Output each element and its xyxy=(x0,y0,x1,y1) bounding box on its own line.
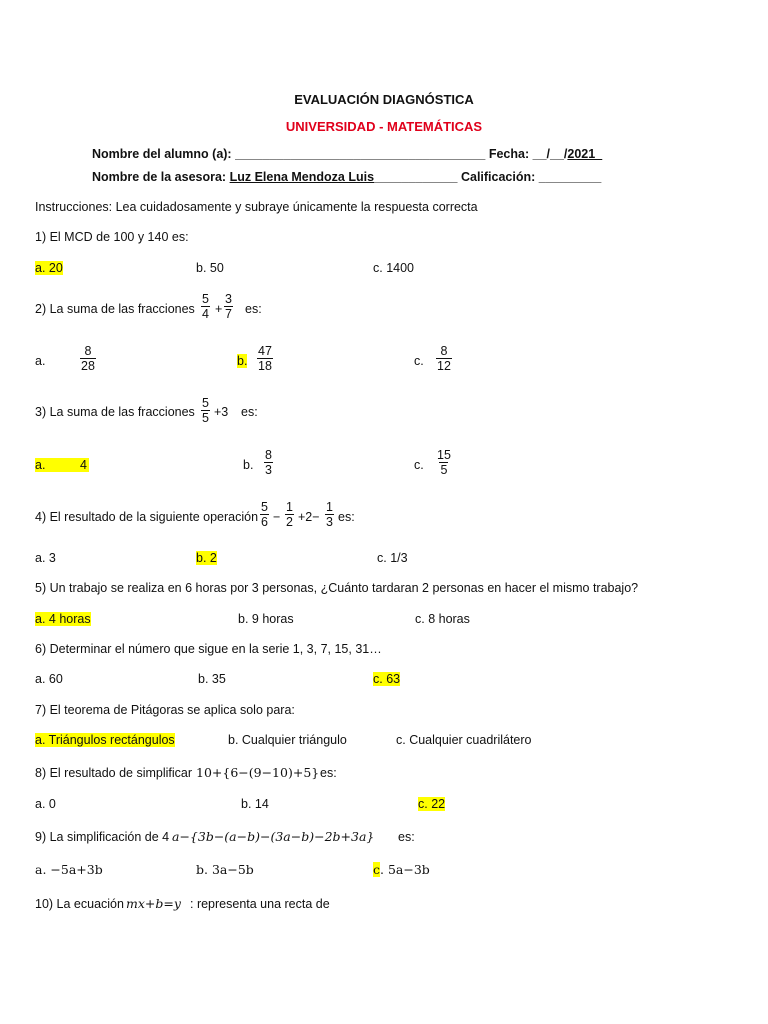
q2-option-a-fraction: $\frac{8}{28}$ xyxy=(81,344,95,373)
q3-plus: +3 xyxy=(214,405,229,419)
q8-option-a: a. 0 xyxy=(35,797,56,811)
q4-minus: − xyxy=(273,510,281,524)
student-name-line xyxy=(92,147,602,161)
instructions: Instrucciones: Lea cuidadosamente y subraye únicamente la respuesta correcta xyxy=(35,200,478,214)
q3-option-a-value: 4 xyxy=(80,458,87,472)
advisor-label: Nombre de la asesora: xyxy=(92,170,227,184)
q2-option-c-fraction: $\frac{8}{12}$ xyxy=(437,344,451,373)
q4-fraction-2: $\frac{1}{2}$ xyxy=(286,500,293,529)
q9-expression: a−{3b−(a−b)−(3a−b)−2b+3a} xyxy=(172,829,375,844)
grade-blank: _________ xyxy=(538,170,602,184)
question-3: 3) La suma de las fracciones xyxy=(35,405,195,419)
date-value: __/__/ xyxy=(532,147,568,161)
q6-option-a: a. 60 xyxy=(35,672,63,686)
q3-option-a-label: a. xyxy=(35,458,46,472)
q2-option-c-label: c. xyxy=(414,354,424,368)
q4-option-c: c. 1/3 xyxy=(377,551,408,565)
q3-tail: es: xyxy=(241,405,258,419)
q8-option-b: b. 14 xyxy=(241,797,269,811)
q2-operator: + xyxy=(215,302,223,316)
q2-fraction-1: $\frac{5}{4}$ xyxy=(202,292,209,321)
q8-expression: 10+{6−(9−10)+5} xyxy=(196,765,320,780)
q2-tail: es: xyxy=(245,302,262,316)
q5-option-c: c. 8 horas xyxy=(415,612,470,626)
q9-option-c-rest: . 5a−3b xyxy=(380,862,430,877)
q1-option-b: b. 50 xyxy=(196,261,224,275)
q2-option-b-label: b. xyxy=(237,354,248,368)
student-label: Nombre del alumno (a): xyxy=(92,147,232,161)
q4-fraction-1: $\frac{5}{6}$ xyxy=(261,500,268,529)
q9-option-b: b. 3a−5b xyxy=(196,862,254,877)
question-5: 5) Un trabajo se realiza en 6 horas por 3 personas, ¿Cuánto tardaran 2 personas en hacer el mismo trabajo? xyxy=(35,581,639,595)
q2-option-a-label: a. xyxy=(35,354,46,368)
date-label: Fecha: xyxy=(488,147,530,161)
advisor-line xyxy=(92,170,601,184)
q3-fraction: $\frac{5}{5}$ xyxy=(202,396,209,425)
q4-plus-two: +2− xyxy=(298,510,320,524)
question-6: 6) Determinar el número que sigue en la serie 1, 3, 7, 15, 31… xyxy=(35,642,382,656)
q5-option-a: a. 4 horas xyxy=(35,612,91,626)
question-7: 7) El teorema de Pitágoras se aplica solo para: xyxy=(35,703,295,717)
q3-option-b-fraction: $\frac{8}{3}$ xyxy=(265,448,272,477)
question-8: 8) El resultado de simplificar xyxy=(35,766,193,780)
q9-option-a: a. −5a+3b xyxy=(35,862,103,877)
q9-option-c-letter: c xyxy=(373,862,381,877)
q2-option-b-fraction: $\frac{47}{18}$ xyxy=(258,344,272,373)
q1-option-c: c. 1400 xyxy=(373,261,415,275)
q7-option-c: c. Cualquier cuadrilátero xyxy=(396,733,532,747)
q3-option-c-label: c. xyxy=(414,458,424,472)
q2-fraction-2: $\frac{3}{7}$ xyxy=(225,292,232,321)
question-10: 10) La ecuación xyxy=(35,897,124,911)
q1-option-a: a. 20 xyxy=(35,261,63,275)
q8-option-c: c. 22 xyxy=(418,797,446,811)
page-subtitle: UNIVERSIDAD - MATEMÁTICAS xyxy=(285,119,483,134)
q3-option-a xyxy=(35,458,89,472)
q3-option-c-fraction: $\frac{15}{5}$ xyxy=(437,448,451,477)
question-2: 2) La suma de las fracciones xyxy=(35,302,195,316)
q3-option-b-label: b. xyxy=(243,458,254,472)
q5-option-b: b. 9 horas xyxy=(238,612,294,626)
question-9: 9) La simplificación de 4 xyxy=(35,830,170,844)
q7-option-b: b. Cualquier triángulo xyxy=(228,733,347,747)
question-4: 4) El resultado de la siguiente operación xyxy=(35,510,259,524)
grade-label: Calificación: xyxy=(460,170,536,184)
advisor-blank: ____________ xyxy=(374,170,458,184)
advisor-name: Luz Elena Mendoza Luis xyxy=(229,170,375,184)
q8-tail: es: xyxy=(320,766,337,780)
q4-option-b: b. 2 xyxy=(196,551,217,565)
q10-tail: : representa una recta de xyxy=(190,897,330,911)
q4-option-a: a. 3 xyxy=(35,551,56,565)
q6-option-b: b. 35 xyxy=(198,672,226,686)
page-title: EVALUACIÓN DIAGNÓSTICA xyxy=(294,92,474,107)
student-blank: ____________________________________ xyxy=(235,147,486,161)
q7-option-a: a. Triángulos rectángulos xyxy=(35,733,175,747)
question-1: 1) El MCD de 100 y 140 es: xyxy=(35,230,189,244)
q9-tail: es: xyxy=(398,830,415,844)
q10-expression: mx+b=y xyxy=(126,896,181,911)
year-value: 2021_ xyxy=(567,147,603,161)
q9-option-c xyxy=(373,862,430,877)
q4-tail: es: xyxy=(338,510,355,524)
q4-fraction-3: $\frac{1}{3}$ xyxy=(326,500,333,529)
q6-option-c: c. 63 xyxy=(373,672,401,686)
